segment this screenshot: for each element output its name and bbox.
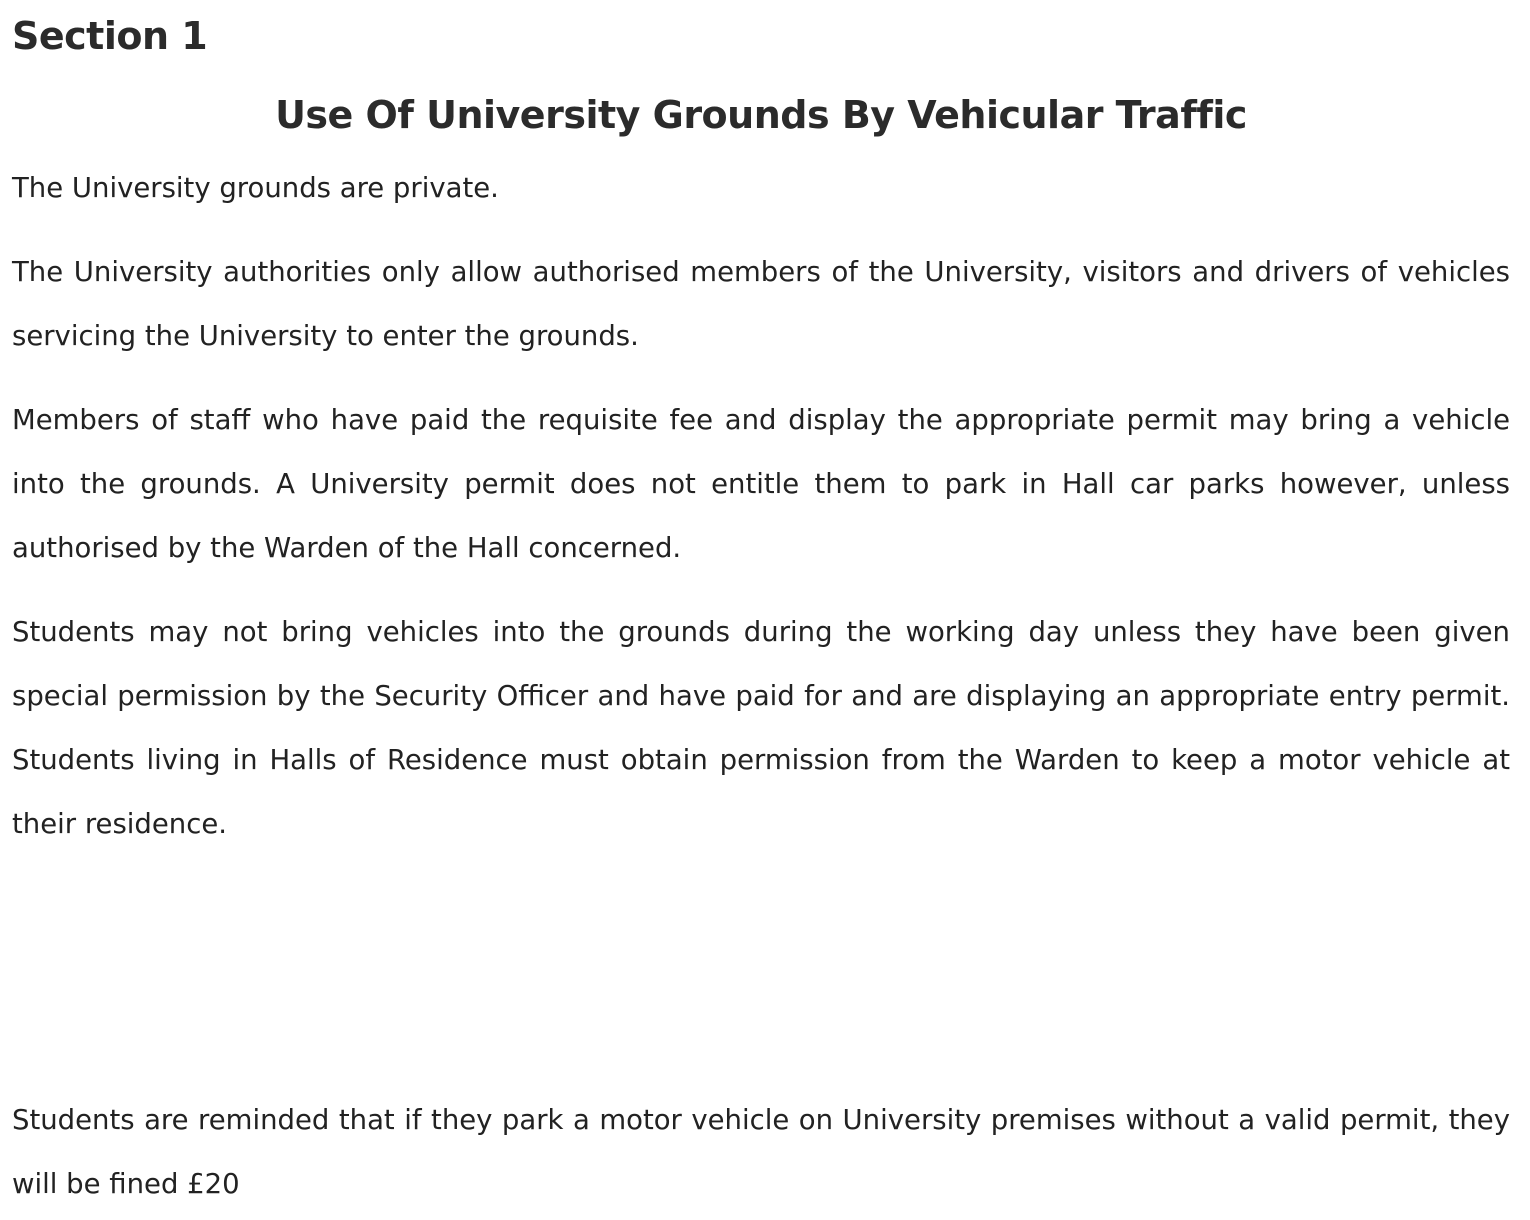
page-title: Use Of University Grounds By Vehicular Traffic — [275, 93, 1247, 137]
paragraph-parking-fine: Students are reminded that if they park a motor vehicle on University premises without a valid permit, they will be fined £20 — [12, 1104, 1510, 1200]
paragraph-student-vehicles: Students may not bring vehicles into the grounds during the working day unless they have been given special permission by the Security Officer and have paid for and are displaying an appropriate entry permit. Students living in Halls of Residence must obtain permission from the Warden to keep a motor vehicle at their residence. — [12, 616, 1510, 840]
paragraph-staff-permits: Members of staff who have paid the requisite fee and display the appropriate permit may bring a vehicle into the grounds. A University permit does not entitle them to park in Hall car parks however, unless authorised by the Warden of the Hall concerned. — [12, 404, 1510, 564]
section-label: Section 1 — [12, 14, 208, 58]
paragraph-private-grounds: The University grounds are private. — [12, 172, 499, 204]
paragraph-authorised-entry: The University authorities only allow authorised members of the University, visitors and drivers of vehicles servicing the University to enter the grounds. — [12, 256, 1510, 352]
